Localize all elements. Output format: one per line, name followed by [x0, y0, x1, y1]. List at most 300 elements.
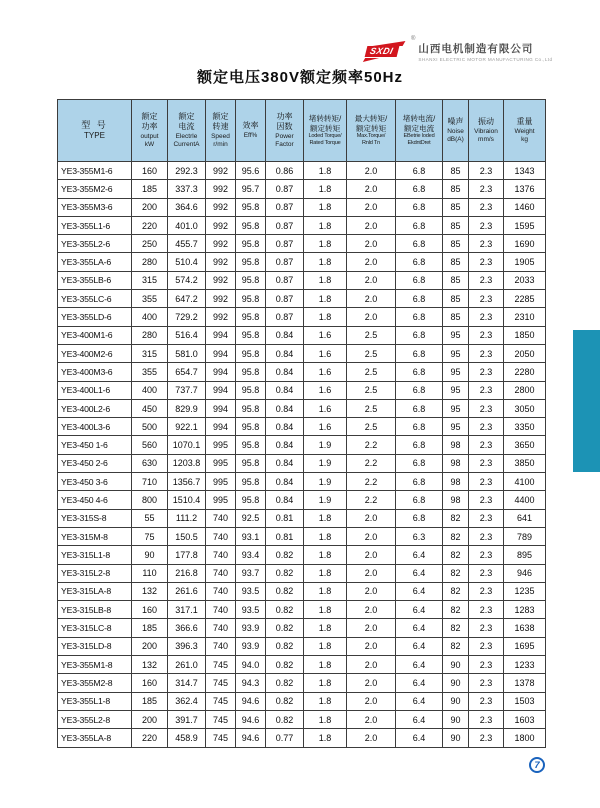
value-cell: 2.3 — [469, 162, 504, 180]
model-type-cell: YE3-450 4-6 — [58, 491, 132, 509]
value-cell: 366.6 — [168, 619, 206, 637]
value-cell: 6.4 — [396, 564, 443, 582]
column-header-line-en: Noise — [447, 127, 464, 135]
column-header-line-en: Factor — [275, 140, 294, 148]
value-cell: 800 — [132, 491, 168, 509]
value-cell: 1.6 — [304, 344, 347, 362]
value-cell: 2.5 — [347, 418, 396, 436]
value-cell: 95.8 — [236, 326, 266, 344]
value-cell: 2.0 — [347, 290, 396, 308]
column-header-line-en: Loded Torque/ — [308, 133, 342, 140]
value-cell: 0.84 — [266, 363, 304, 381]
model-type-cell: YE3-400M2-6 — [58, 344, 132, 362]
value-cell: 1.8 — [304, 235, 347, 253]
value-cell: 3850 — [504, 454, 546, 472]
value-cell: 391.7 — [168, 710, 206, 728]
column-header-line-en: kW — [144, 140, 155, 148]
value-cell: 200 — [132, 198, 168, 216]
value-cell: 740 — [206, 564, 236, 582]
value-cell: 1376 — [504, 180, 546, 198]
value-cell: 315 — [132, 271, 168, 289]
table-row — [58, 363, 546, 381]
value-cell: 0.84 — [266, 436, 304, 454]
value-cell: 6.8 — [396, 216, 443, 234]
column-header-line-cn: 电流 — [178, 122, 195, 132]
column-header-line-cn: 振动 — [478, 117, 494, 127]
value-cell: 401.0 — [168, 216, 206, 234]
column-header-line-en: CurrentA — [173, 140, 200, 148]
table-row — [58, 674, 546, 692]
value-cell: 2.0 — [347, 308, 396, 326]
model-type-cell: YE3-355LA-8 — [58, 729, 132, 747]
value-cell: 200 — [132, 710, 168, 728]
value-cell: 745 — [206, 692, 236, 710]
value-cell: 95.6 — [236, 162, 266, 180]
value-cell: 93.9 — [236, 637, 266, 655]
value-cell: 95 — [443, 399, 469, 417]
table-row — [58, 729, 546, 747]
value-cell: 994 — [206, 363, 236, 381]
column-header-line-cn: 额定 — [141, 111, 158, 121]
value-cell: 261.6 — [168, 582, 206, 600]
value-cell: 220 — [132, 729, 168, 747]
value-cell: 250 — [132, 235, 168, 253]
value-cell: 992 — [206, 162, 236, 180]
model-type-cell: YE3-400L1-6 — [58, 381, 132, 399]
value-cell: 2.0 — [347, 619, 396, 637]
value-cell: 82 — [443, 564, 469, 582]
value-cell: 2.3 — [469, 271, 504, 289]
value-cell: 85 — [443, 253, 469, 271]
value-cell: 0.82 — [266, 710, 304, 728]
value-cell: 85 — [443, 290, 469, 308]
column-header-line-en: TYPE — [84, 131, 105, 141]
model-type-cell: YE3-315L2-8 — [58, 564, 132, 582]
company-name-block — [418, 41, 552, 62]
value-cell: 280 — [132, 326, 168, 344]
value-cell: 0.84 — [266, 399, 304, 417]
value-cell: 4100 — [504, 473, 546, 491]
value-cell: 2.3 — [469, 729, 504, 747]
value-cell: 2.0 — [347, 198, 396, 216]
value-cell: 95 — [443, 326, 469, 344]
value-cell: 2.0 — [347, 564, 396, 582]
value-cell: 6.8 — [396, 454, 443, 472]
value-cell: 1235 — [504, 582, 546, 600]
value-cell: 995 — [206, 473, 236, 491]
value-cell: 160 — [132, 601, 168, 619]
value-cell: 1.8 — [304, 290, 347, 308]
value-cell: 2.3 — [469, 235, 504, 253]
column-header-line-cn: 效率 — [242, 121, 259, 131]
value-cell: 6.8 — [396, 381, 443, 399]
column-header — [132, 100, 168, 162]
value-cell: 2.0 — [347, 710, 396, 728]
table-row — [58, 180, 546, 198]
value-cell: 2280 — [504, 363, 546, 381]
value-cell: 1203.8 — [168, 454, 206, 472]
table-row — [58, 564, 546, 582]
value-cell: 2.0 — [347, 162, 396, 180]
value-cell: 2.3 — [469, 582, 504, 600]
value-cell: 1.8 — [304, 162, 347, 180]
value-cell: 0.84 — [266, 418, 304, 436]
column-header-line-en: Power — [275, 132, 294, 140]
column-header — [58, 100, 132, 162]
value-cell: 740 — [206, 546, 236, 564]
value-cell: 2.3 — [469, 491, 504, 509]
value-cell: 0.81 — [266, 527, 304, 545]
value-cell: 82 — [443, 601, 469, 619]
value-cell: 1460 — [504, 198, 546, 216]
value-cell: 85 — [443, 180, 469, 198]
value-cell: 95.7 — [236, 180, 266, 198]
value-cell: 2.5 — [347, 363, 396, 381]
value-cell: 992 — [206, 271, 236, 289]
value-cell: 6.8 — [396, 180, 443, 198]
value-cell: 93.4 — [236, 546, 266, 564]
value-cell: 2285 — [504, 290, 546, 308]
table-header — [58, 100, 546, 162]
value-cell: 6.4 — [396, 582, 443, 600]
value-cell: 1503 — [504, 692, 546, 710]
value-cell: 2.3 — [469, 399, 504, 417]
value-cell: 1.8 — [304, 692, 347, 710]
value-cell: 0.87 — [266, 271, 304, 289]
column-header — [266, 100, 304, 162]
value-cell: 90 — [443, 729, 469, 747]
value-cell: 789 — [504, 527, 546, 545]
value-cell: 745 — [206, 710, 236, 728]
value-cell: 0.82 — [266, 674, 304, 692]
value-cell: 95.8 — [236, 399, 266, 417]
table-row — [58, 509, 546, 527]
value-cell: 90 — [443, 692, 469, 710]
model-type-cell: YE3-355LD-6 — [58, 308, 132, 326]
value-cell: 2.3 — [469, 692, 504, 710]
column-header-line-en: Rated Torque — [309, 140, 341, 147]
value-cell: 355 — [132, 363, 168, 381]
value-cell: 455.7 — [168, 235, 206, 253]
model-type-cell: YE3-315LD-8 — [58, 637, 132, 655]
value-cell: 2.3 — [469, 710, 504, 728]
value-cell: 1.9 — [304, 491, 347, 509]
table-row — [58, 491, 546, 509]
value-cell: 0.82 — [266, 546, 304, 564]
table-row — [58, 527, 546, 545]
value-cell: 2.3 — [469, 381, 504, 399]
column-header-line-cn: 功率 — [141, 122, 158, 132]
value-cell: 2.0 — [347, 253, 396, 271]
column-header-line-en: Max.Torque/ — [356, 133, 386, 140]
table-row — [58, 601, 546, 619]
value-cell: 2.0 — [347, 729, 396, 747]
value-cell: 2.3 — [469, 290, 504, 308]
model-type-cell: YE3-355L2-6 — [58, 235, 132, 253]
column-header-line-en: EBetrie loded — [403, 133, 435, 140]
value-cell: 220 — [132, 216, 168, 234]
value-cell: 400 — [132, 381, 168, 399]
value-cell: 2.3 — [469, 326, 504, 344]
value-cell: 6.4 — [396, 729, 443, 747]
value-cell: 500 — [132, 418, 168, 436]
value-cell: 75 — [132, 527, 168, 545]
value-cell: 6.3 — [396, 527, 443, 545]
value-cell: 995 — [206, 491, 236, 509]
table-row — [58, 619, 546, 637]
value-cell: 992 — [206, 290, 236, 308]
table-row — [58, 656, 546, 674]
value-cell: 1603 — [504, 710, 546, 728]
value-cell: 1.8 — [304, 710, 347, 728]
table-row — [58, 381, 546, 399]
value-cell: 1.8 — [304, 601, 347, 619]
value-cell: 450 — [132, 399, 168, 417]
value-cell: 0.82 — [266, 564, 304, 582]
value-cell: 2.3 — [469, 308, 504, 326]
value-cell: 216.8 — [168, 564, 206, 582]
value-cell: 2.0 — [347, 692, 396, 710]
value-cell: 1378 — [504, 674, 546, 692]
value-cell: 0.87 — [266, 253, 304, 271]
value-cell: 355 — [132, 290, 168, 308]
value-cell: 95.8 — [236, 363, 266, 381]
column-header-line-en: dB(A) — [447, 135, 464, 143]
value-cell: 200 — [132, 637, 168, 655]
value-cell: 992 — [206, 253, 236, 271]
value-cell: 745 — [206, 674, 236, 692]
value-cell: 740 — [206, 601, 236, 619]
page-title: 额定电压380V额定频率50Hz — [196, 69, 404, 86]
model-type-cell: YE3-450 2-6 — [58, 454, 132, 472]
value-cell: 0.86 — [266, 162, 304, 180]
value-cell: 0.82 — [266, 582, 304, 600]
column-header — [396, 100, 443, 162]
value-cell: 0.84 — [266, 326, 304, 344]
value-cell: 362.4 — [168, 692, 206, 710]
value-cell: 1690 — [504, 235, 546, 253]
model-type-cell: YE3-450 3-6 — [58, 473, 132, 491]
value-cell: 992 — [206, 180, 236, 198]
value-cell: 740 — [206, 637, 236, 655]
value-cell: 1.8 — [304, 527, 347, 545]
value-cell: 280 — [132, 253, 168, 271]
value-cell: 95.8 — [236, 198, 266, 216]
value-cell: 1.8 — [304, 180, 347, 198]
value-cell: 581.0 — [168, 344, 206, 362]
value-cell: 95.8 — [236, 454, 266, 472]
value-cell: 3350 — [504, 418, 546, 436]
value-cell: 2.3 — [469, 198, 504, 216]
value-cell: 185 — [132, 692, 168, 710]
value-cell: 132 — [132, 582, 168, 600]
value-cell: 1.9 — [304, 473, 347, 491]
table-row — [58, 162, 546, 180]
value-cell: 740 — [206, 582, 236, 600]
value-cell: 2.0 — [347, 180, 396, 198]
value-cell: 95 — [443, 418, 469, 436]
logo-text: SXDI — [365, 46, 400, 57]
value-cell: 2.3 — [469, 546, 504, 564]
column-header-line-en: mm/s — [478, 135, 494, 143]
table-row — [58, 198, 546, 216]
value-cell: 95.8 — [236, 473, 266, 491]
column-header-line-en: kg — [521, 135, 528, 143]
value-cell: 6.8 — [396, 235, 443, 253]
value-cell: 1.8 — [304, 656, 347, 674]
value-cell: 2.0 — [347, 582, 396, 600]
value-cell: 2.3 — [469, 216, 504, 234]
value-cell: 6.4 — [396, 710, 443, 728]
model-type-cell: YE3-355M2-6 — [58, 180, 132, 198]
value-cell: 1.9 — [304, 454, 347, 472]
value-cell: 6.4 — [396, 546, 443, 564]
company-name-en: SHANXI ELECTRIC MOTOR MANUFACTURING Co.,Ltd — [418, 57, 553, 62]
value-cell: 630 — [132, 454, 168, 472]
value-cell: 314.7 — [168, 674, 206, 692]
model-type-cell: YE3-315L1-8 — [58, 546, 132, 564]
value-cell: 90 — [443, 674, 469, 692]
value-cell: 1.8 — [304, 546, 347, 564]
table-row — [58, 399, 546, 417]
table-row — [58, 418, 546, 436]
value-cell: 1343 — [504, 162, 546, 180]
value-cell: 1510.4 — [168, 491, 206, 509]
value-cell: 95.8 — [236, 235, 266, 253]
value-cell: 922.1 — [168, 418, 206, 436]
value-cell: 0.87 — [266, 235, 304, 253]
value-cell: 1695 — [504, 637, 546, 655]
value-cell: 185 — [132, 180, 168, 198]
column-header — [304, 100, 347, 162]
value-cell: 337.3 — [168, 180, 206, 198]
value-cell: 992 — [206, 216, 236, 234]
value-cell: 2.3 — [469, 436, 504, 454]
value-cell: 0.87 — [266, 308, 304, 326]
value-cell: 95 — [443, 344, 469, 362]
value-cell: 82 — [443, 637, 469, 655]
value-cell: 1.6 — [304, 326, 347, 344]
table-row — [58, 692, 546, 710]
value-cell: 95.8 — [236, 491, 266, 509]
value-cell: 0.82 — [266, 692, 304, 710]
value-cell: 95.8 — [236, 308, 266, 326]
value-cell: 745 — [206, 729, 236, 747]
value-cell: 2.5 — [347, 326, 396, 344]
value-cell: 90 — [443, 710, 469, 728]
value-cell: 1.6 — [304, 381, 347, 399]
column-header-line-cn: 堵转转矩/ — [308, 113, 342, 123]
value-cell: 740 — [206, 527, 236, 545]
value-cell: 85 — [443, 235, 469, 253]
value-cell: 110 — [132, 564, 168, 582]
value-cell: 0.84 — [266, 491, 304, 509]
brand-header — [364, 36, 552, 62]
value-cell: 6.8 — [396, 509, 443, 527]
value-cell: 745 — [206, 656, 236, 674]
column-header-line-cn: 重量 — [516, 117, 533, 127]
value-cell: 2.3 — [469, 253, 504, 271]
value-cell: 2.5 — [347, 381, 396, 399]
value-cell: 995 — [206, 436, 236, 454]
value-cell: 2050 — [504, 344, 546, 362]
value-cell: 1850 — [504, 326, 546, 344]
column-header-line-cn: 因数 — [276, 122, 293, 132]
value-cell: 6.8 — [396, 308, 443, 326]
value-cell: 150.5 — [168, 527, 206, 545]
value-cell: 396.3 — [168, 637, 206, 655]
value-cell: 1.8 — [304, 674, 347, 692]
value-cell: 2.0 — [347, 235, 396, 253]
table-row — [58, 326, 546, 344]
value-cell: 1.8 — [304, 253, 347, 271]
value-cell: 6.8 — [396, 344, 443, 362]
value-cell: 2.3 — [469, 656, 504, 674]
value-cell: 94.0 — [236, 656, 266, 674]
value-cell: 2.2 — [347, 473, 396, 491]
table-row — [58, 344, 546, 362]
value-cell: 160 — [132, 162, 168, 180]
column-header-line-en: EkdntDret — [407, 140, 431, 147]
value-cell: 0.87 — [266, 290, 304, 308]
model-type-cell: YE3-450 1-6 — [58, 436, 132, 454]
value-cell: 95.8 — [236, 381, 266, 399]
value-cell: 2.0 — [347, 656, 396, 674]
table-row — [58, 582, 546, 600]
value-cell: 94.6 — [236, 692, 266, 710]
model-type-cell: YE3-315LB-8 — [58, 601, 132, 619]
value-cell: 82 — [443, 546, 469, 564]
value-cell: 3050 — [504, 399, 546, 417]
value-cell: 516.4 — [168, 326, 206, 344]
column-header-line-cn: 额定转矩 — [309, 123, 341, 133]
value-cell: 95.8 — [236, 290, 266, 308]
value-cell: 6.4 — [396, 692, 443, 710]
table-row — [58, 216, 546, 234]
value-cell: 2.0 — [347, 509, 396, 527]
value-cell: 1.8 — [304, 509, 347, 527]
value-cell: 93.9 — [236, 619, 266, 637]
table-row — [58, 710, 546, 728]
table-row — [58, 637, 546, 655]
column-header-line-en: Rnld Tn — [361, 140, 381, 147]
sxd-logo — [364, 40, 408, 62]
model-type-cell: YE3-355L1-6 — [58, 216, 132, 234]
value-cell: 0.82 — [266, 637, 304, 655]
value-cell: 0.82 — [266, 656, 304, 674]
value-cell: 1.8 — [304, 729, 347, 747]
model-type-cell: YE3-355M1-8 — [58, 656, 132, 674]
value-cell: 292.3 — [168, 162, 206, 180]
value-cell: 647.2 — [168, 290, 206, 308]
value-cell: 2800 — [504, 381, 546, 399]
value-cell: 95.8 — [236, 436, 266, 454]
column-header-line-en: Electrle — [175, 132, 198, 140]
value-cell: 740 — [206, 619, 236, 637]
value-cell: 995 — [206, 454, 236, 472]
value-cell: 2.0 — [347, 546, 396, 564]
model-type-cell: YE3-400L3-6 — [58, 418, 132, 436]
value-cell: 0.87 — [266, 180, 304, 198]
column-header-line-cn: 额定电流 — [403, 123, 435, 133]
value-cell: 6.8 — [396, 399, 443, 417]
value-cell: 2.2 — [347, 454, 396, 472]
value-cell: 0.82 — [266, 601, 304, 619]
value-cell: 85 — [443, 271, 469, 289]
value-cell: 6.8 — [396, 198, 443, 216]
value-cell: 95.8 — [236, 418, 266, 436]
spec-table — [57, 99, 546, 748]
